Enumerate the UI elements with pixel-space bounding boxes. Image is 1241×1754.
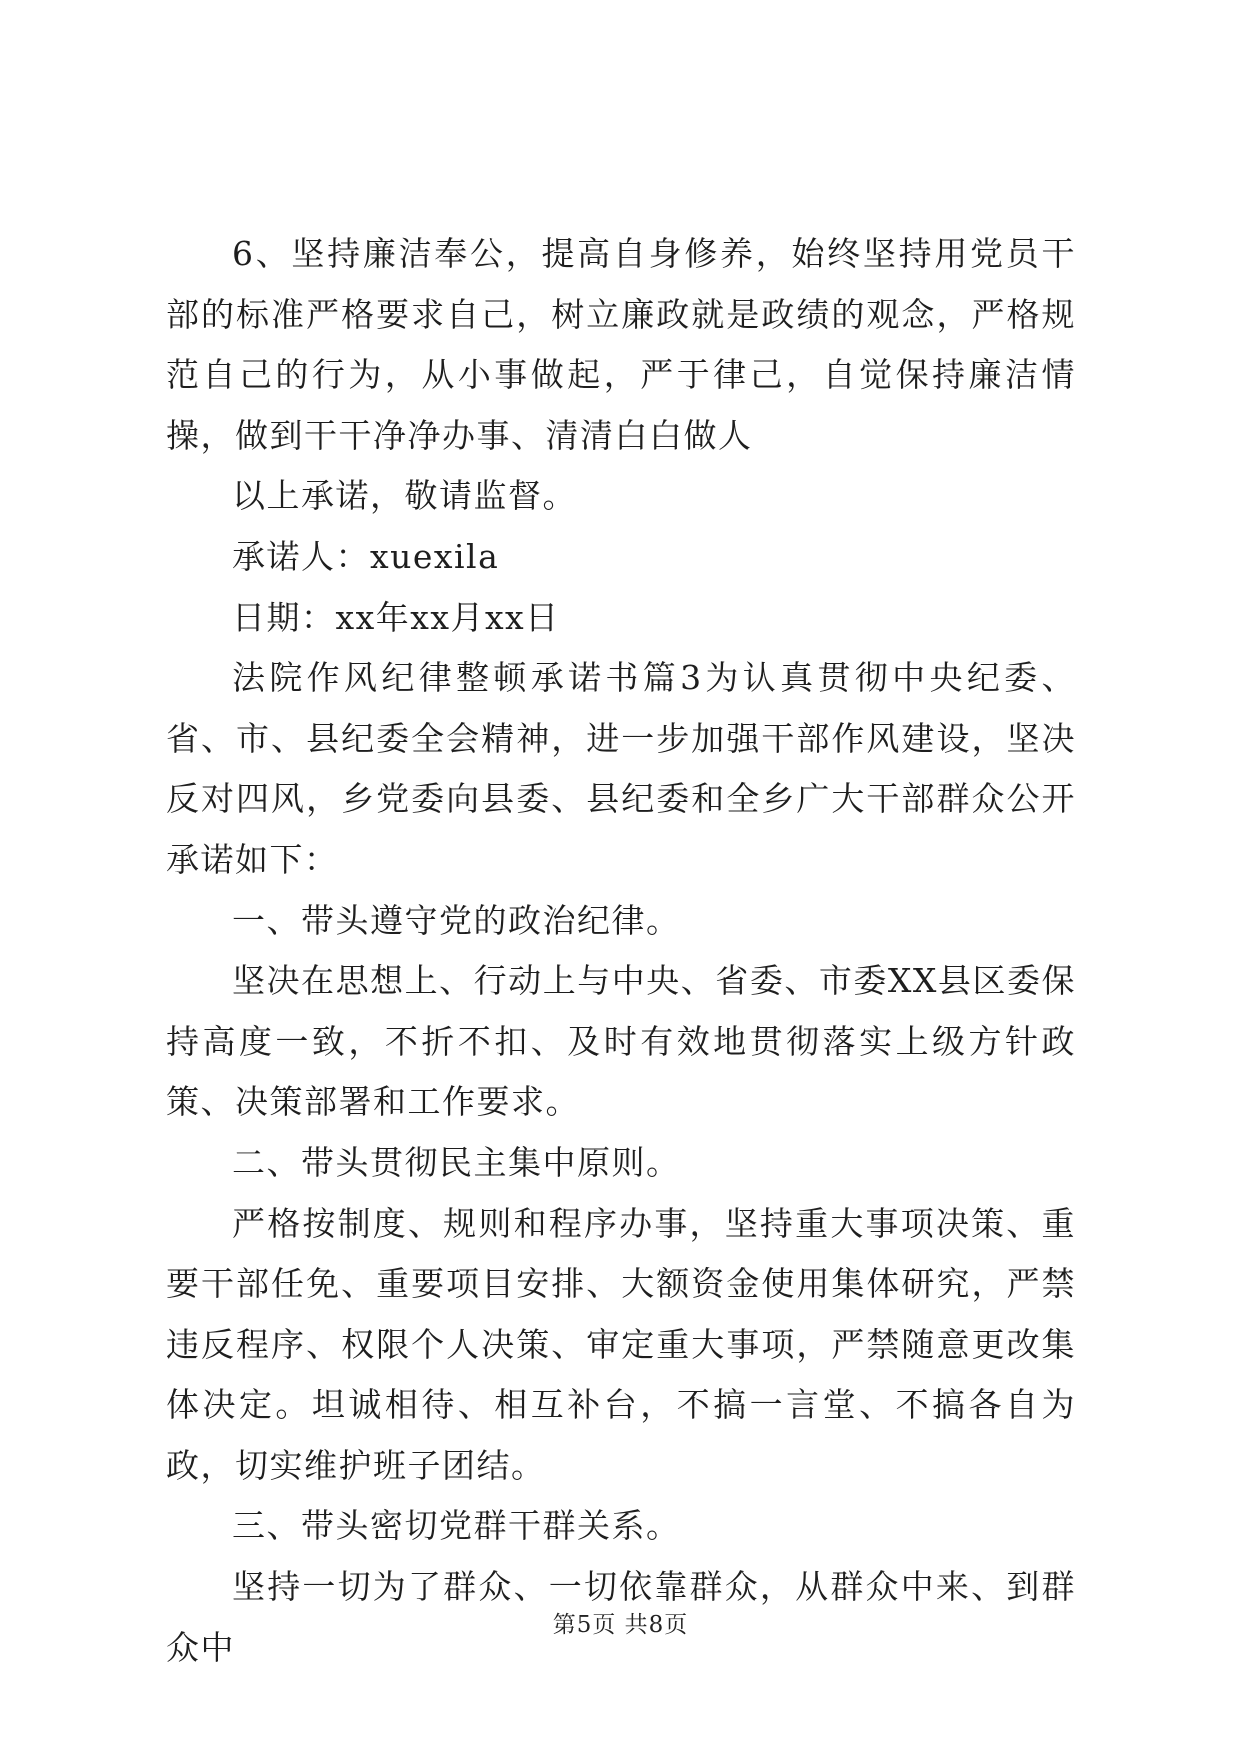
heading-item-2: 二、带头贯彻民主集中原则。: [232, 1142, 681, 1182]
paragraph-commitment-6: 6、坚持廉洁奉公，提高自身修养，始终坚持用党员干部的标准严格要求自己，树立廉政就是政绩的观念，严格规范自己的行为，从小事做起，严于律己，自觉保持廉洁情操，做到干干净净办事、清清白白做人: [166, 234, 1076, 455]
page-footer: 第5页 共8页: [552, 1612, 689, 1638]
paragraph-date: 日期：xx年xx月xx日: [232, 597, 560, 637]
paragraph-item-1-body: 坚决在思想上、行动上与中央、省委、市委XX县区委保持高度一致，不折不扣、及时有效地贯彻落实上级方针政策、决策部署和工作要求。: [166, 961, 1076, 1122]
heading-item-3: 三、带头密切党群干群关系。: [232, 1506, 681, 1546]
paragraph-item-3-body: 坚持一切为了群众、一切依靠群众，从群众中来、到群众中: [166, 1567, 1076, 1667]
paragraph-closing: 以上承诺，敬请监督。: [232, 476, 577, 516]
paragraph-section-intro: 法院作风纪律整顿承诺书篇3为认真贯彻中央纪委、省、市、县纪委全会精神，进一步加强干部作风建设，坚决反对四风，乡党委向县委、县纪委和全乡广大干部群众公开承诺如下：: [166, 658, 1076, 879]
heading-item-1: 一、带头遵守党的政治纪律。: [232, 900, 681, 940]
document-body: [166, 224, 1076, 1678]
paragraph-item-2-body: 严格按制度、规则和程序办事，坚持重大事项决策、重要干部任免、重要项目安排、大额资金使用集体研究，严禁违反程序、权限个人决策、审定重大事项，严禁随意更改集体决定。坦诚相待、相互补台，不搞一言堂、不搞各自为政，切实维护班子团结。: [166, 1203, 1076, 1485]
paragraph-signatory: 承诺人：xuexila: [232, 536, 500, 576]
